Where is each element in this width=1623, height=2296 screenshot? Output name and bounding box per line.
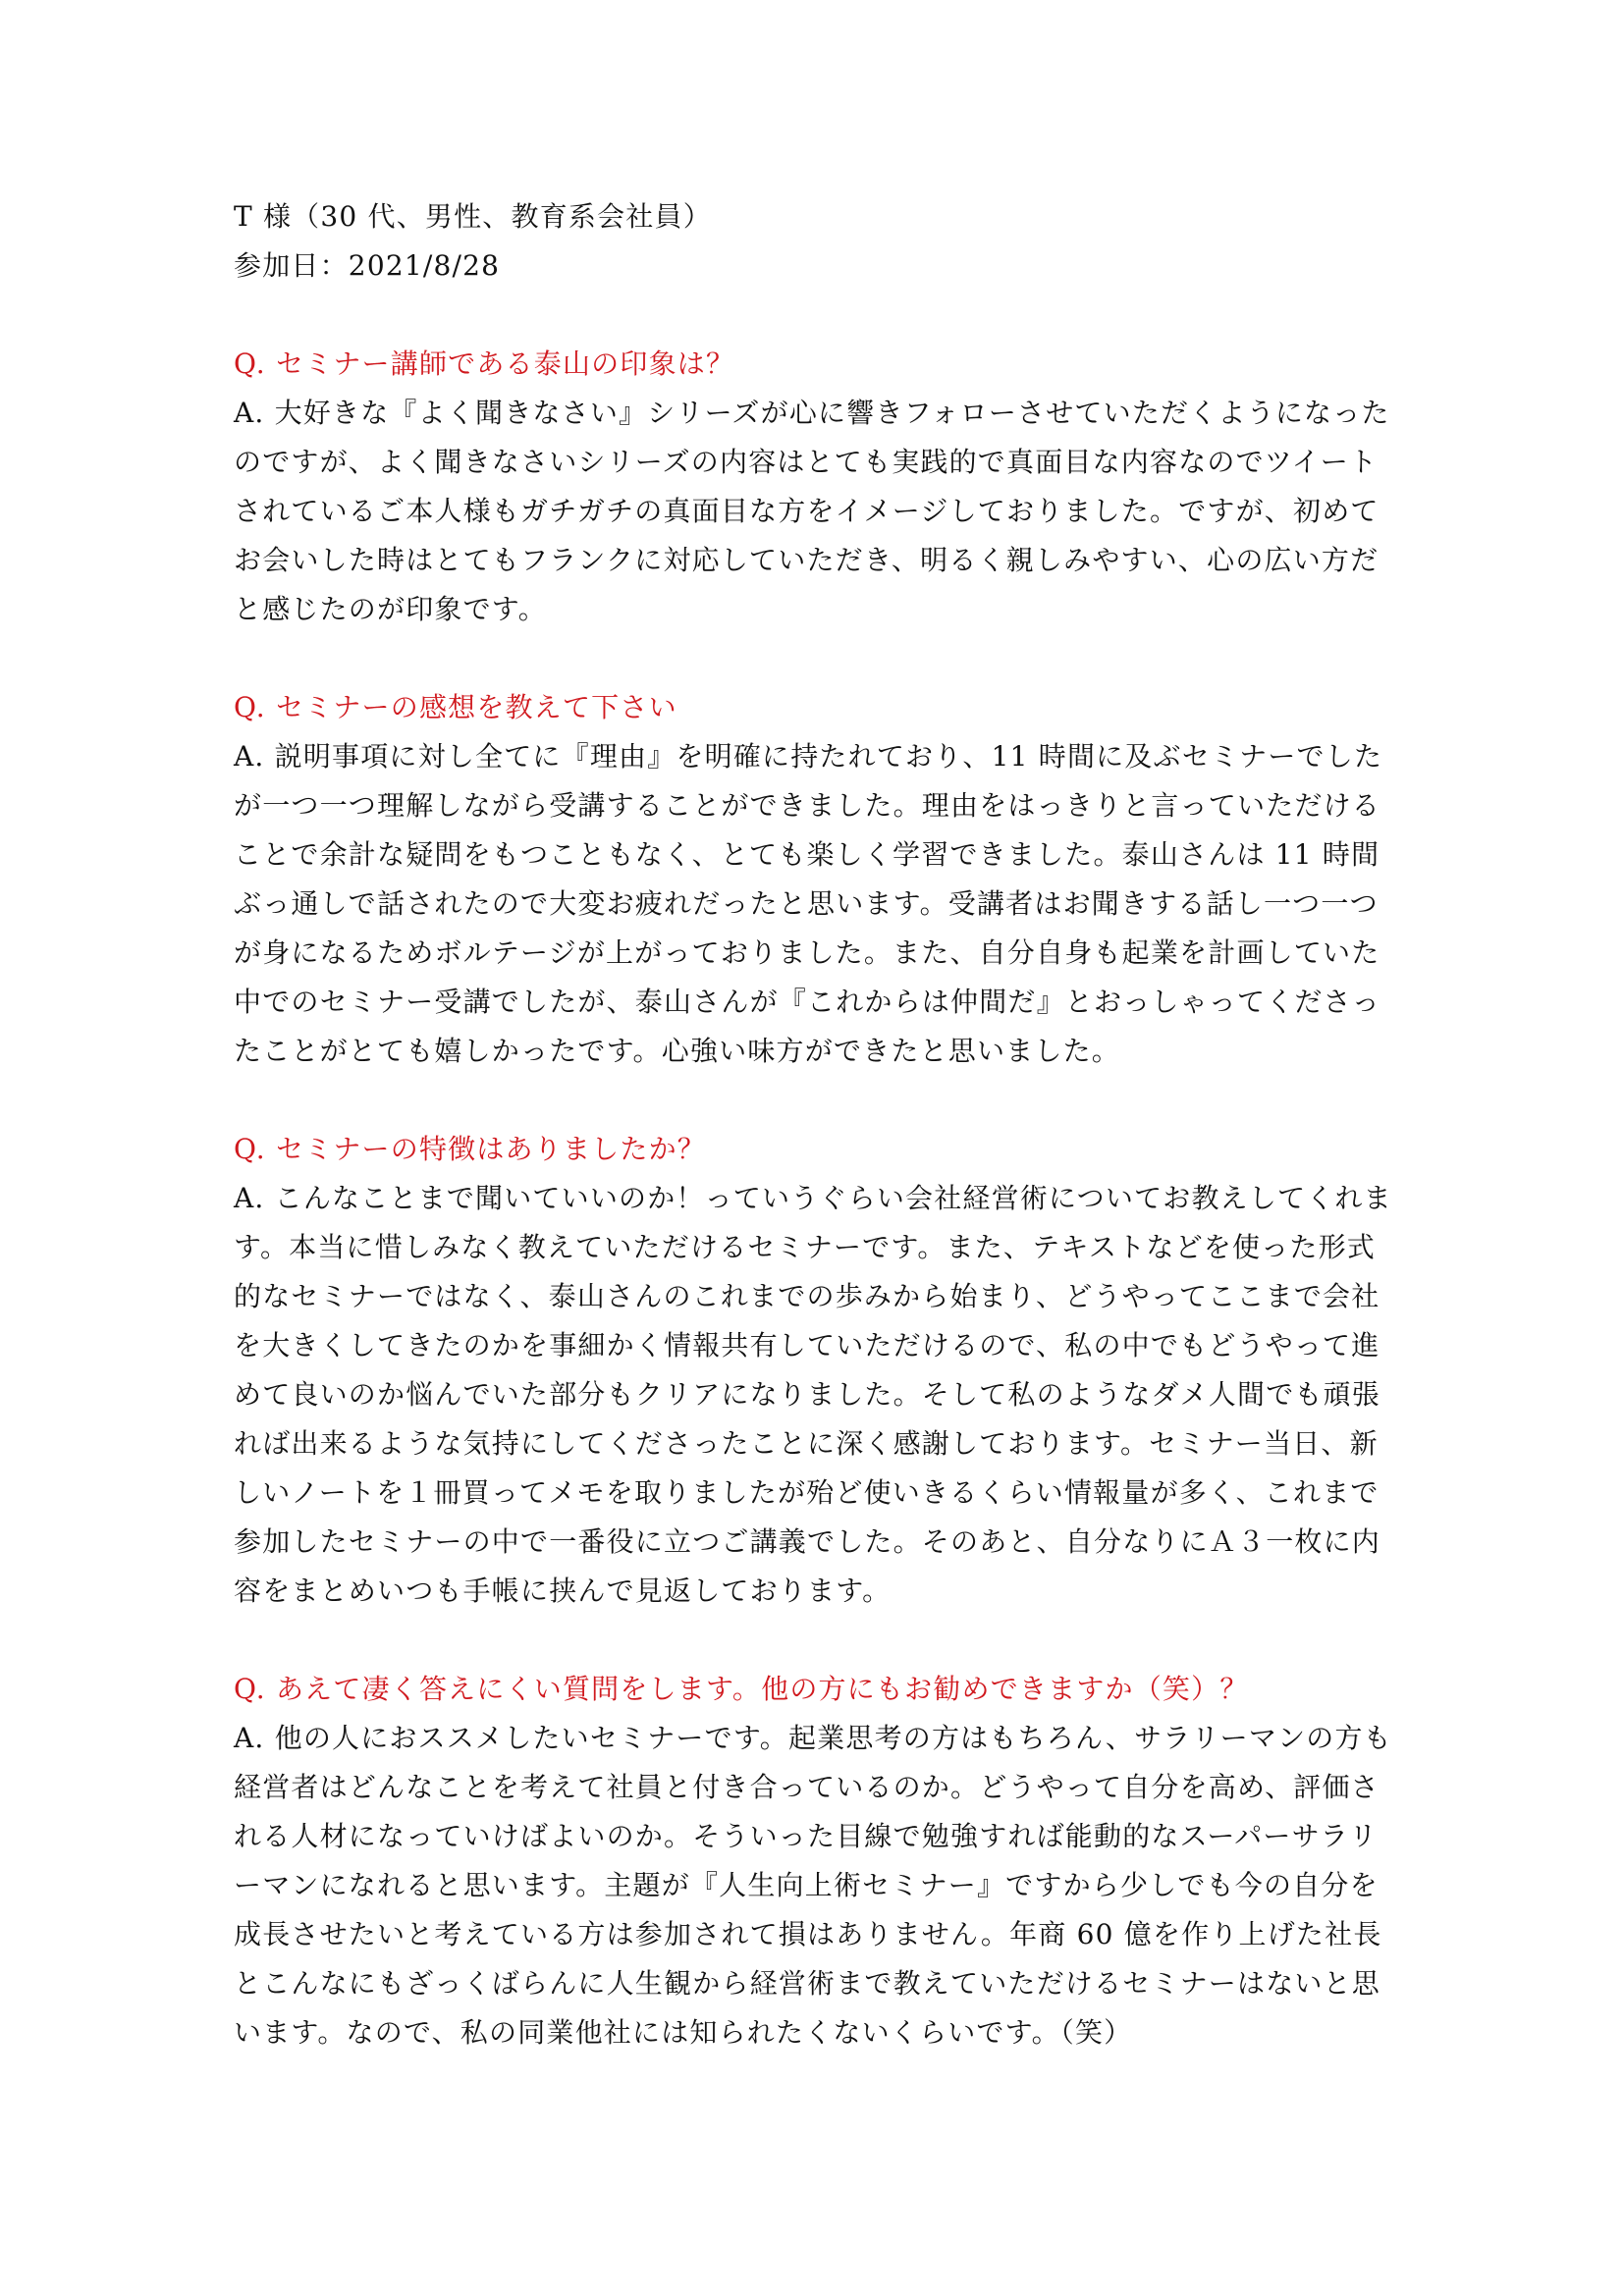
answer-line: のですが、よく聞きなさいシリーズの内容はとても実践的で真面目な内容なのでツイート (234, 446, 1379, 478)
qa-block-4 (234, 1665, 1402, 2057)
participation-date: 参加日：2021/8/28 (234, 249, 501, 282)
answer-line: とこんなにもざっくばらんに人生観から経営術まで教えていただけるセミナーはないと思 (234, 1967, 1381, 2000)
answer-line: れば出来るような気持にしてくださったことに深く感謝しております。セミナー当日、新 (234, 1427, 1379, 1460)
qa-block-2 (234, 683, 1402, 1076)
qa-block-3 (234, 1125, 1402, 1616)
answer-line: ーマンになれると思います。主題が『人生向上術セミナー』ですから少しでも今の自分を (234, 1869, 1379, 1901)
answer-line: A. 他の人におススメしたいセミナーです。起業思考の方はもちろん、サラリーマンの方も (234, 1722, 1392, 1754)
answer-line: が身になるためボルテージが上がっておりました。また、自分自身も起業を計画していた (234, 936, 1380, 969)
customer-info: T 様（30 代、男性、教育系会社員） (234, 200, 712, 233)
question-heading: Q. セミナーの感想を教えて下さい (234, 691, 677, 723)
answer-line: しいノートを１冊買ってメモを取りましたが殆ど使いきるくらい情報量が多く、これまで (234, 1476, 1380, 1509)
answer-line: と感じたのが印象です。 (234, 593, 547, 625)
answer-line: 容をまとめいつも手帳に挟んで見返しております。 (234, 1575, 892, 1607)
answer-line: たことがとても嬉しかったです。心強い味方ができたと思いました。 (234, 1035, 1120, 1067)
answer-line: されているご本人様もガチガチの真面目な方をイメージしておりました。ですが、初めて (234, 495, 1380, 527)
question-heading: Q. あえて凄く答えにくい質問をします。他の方にもお勧めできますか（笑）？ (234, 1673, 1249, 1705)
answer-line: A. 説明事項に対し全てに『理由』を明確に持たれており、11 時間に及ぶセミナーでした (234, 740, 1383, 773)
answer-line: れる人材になっていけばよいのか。そういった目線で勉強すれば能動的なスーパーサラリ (234, 1820, 1379, 1852)
answer-line: ことで余計な疑問をもつこともなく、とても楽しく学習できました。泰山さんは 11 時間 (234, 838, 1380, 871)
answer-line: ぶっ通しで話されたので大変お疲れだったと思います。受講者はお聞きする話し一つ一つ (234, 887, 1379, 920)
question-heading: Q. セミナー講師である泰山の印象は？ (234, 347, 735, 380)
answer-line: 中でのセミナー受講でしたが、泰山さんが『これからは仲間だ』とおっしゃってくださっ (234, 986, 1381, 1018)
answer-line: を大きくしてきたのかを事細かく情報共有していただけるので、私の中でもどうやって進 (234, 1329, 1380, 1362)
answer-line: 的なセミナーではなく、泰山さんのこれまでの歩みから始まり、どうやってここまで会社 (234, 1280, 1380, 1312)
answer-line: A. 大好きな『よく聞きなさい』シリーズが心に響きフォローさせていただくようになった (234, 397, 1390, 429)
answer-line: 参加したセミナーの中で一番役に立つご講義でした。そのあと、自分なりにＡ３一枚に内 (234, 1525, 1381, 1558)
answer-line: います。なので、私の同業他社には知られたくないくらいです。（笑） (234, 2016, 1133, 2049)
answer-line: お会いした時はとてもフランクに対応していただき、明るく親しみやすい、心の広い方だ (234, 544, 1380, 576)
answer-line: A. こんなことまで聞いていいのか！っていうぐらい会社経営術についてお教えしてくれま (234, 1182, 1392, 1214)
document-page (234, 192, 1402, 2057)
qa-block-1 (234, 340, 1402, 634)
answer-line: す。本当に惜しみなく教えていただけるセミナーです。また、テキストなどを使った形式 (234, 1231, 1376, 1263)
question-heading: Q. セミナーの特徴はありましたか？ (234, 1133, 706, 1165)
answer-line: 経営者はどんなことを考えて社員と付き合っているのか。どうやって自分を高め、評価さ (234, 1771, 1380, 1803)
answer-line: 成長させたいと考えている方は参加されて損はありません。年商 60 億を作り上げた社長 (234, 1918, 1382, 1950)
answer-line: が一つ一つ理解しながら受講することができました。理由をはっきりと言っていただける (234, 789, 1381, 822)
answer-line: めて良いのか悩んでいた部分もクリアになりました。そして私のようなダメ人間でも頑張 (234, 1378, 1381, 1411)
